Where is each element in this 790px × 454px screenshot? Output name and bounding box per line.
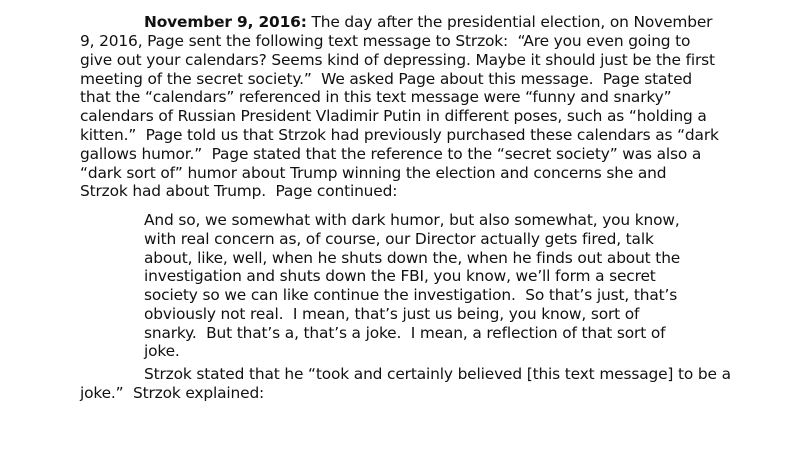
paragraph-1-line-1: [144, 13, 712, 31]
paragraph-1-line-8: gallows humor.” Page stated that the reference to the “secret society” was also a: [80, 145, 702, 163]
paragraph-1-line-10: Strzok had about Trump. Page continued:: [80, 182, 398, 200]
quote-line-2: with real concern as, of course, our Director actually gets fired, talk: [144, 230, 654, 248]
paragraph-1-line-7: kitten.” Page told us that Strzok had previously purchased these calendars as “dark: [80, 126, 719, 144]
quote-line-8: joke.: [144, 342, 180, 360]
paragraph-1-line-9: “dark sort of” humor about Trump winning the election and concerns she and: [80, 164, 667, 182]
paragraph-1-line-5: that the “calendars” referenced in this text message were “funny and snarky”: [80, 88, 672, 106]
paragraph-1-text: The day after the presidential election, on November: [306, 13, 713, 31]
quote-line-4: investigation and shuts down the FBI, you know, we’ll form a secret: [144, 267, 656, 285]
date-heading: November 9, 2016:: [144, 13, 307, 31]
quote-line-1: And so, we somewhat with dark humor, but also somewhat, you know,: [144, 211, 680, 229]
paragraph-1-line-4: meeting of the secret society.” We asked Page about this message. Page stated: [80, 70, 693, 88]
quote-line-3: about, like, well, when he shuts down the, when he finds out about the: [144, 249, 681, 267]
paragraph-1-line-6: calendars of Russian President Vladimir Putin in different poses, such as “holding a: [80, 107, 707, 125]
quote-line-7: snarky. But that’s a, that’s a joke. I mean, a reflection of that sort of: [144, 324, 666, 342]
paragraph-1-line-2: 9, 2016, Page sent the following text message to Strzok: “Are you even going to: [80, 32, 691, 50]
paragraph-1-line-3: give out your calendars? Seems kind of depressing. Maybe it should just be the first: [80, 51, 715, 69]
quote-line-6: obviously not real. I mean, that’s just us being, you know, sort of: [144, 305, 640, 323]
quote-line-5: society so we can like continue the investigation. So that’s just, that’s: [144, 286, 678, 304]
paragraph-2-line-1: Strzok stated that he “took and certainly believed [this text message] to be a: [144, 365, 731, 383]
paragraph-2-line-2: joke.” Strzok explained:: [80, 384, 265, 402]
